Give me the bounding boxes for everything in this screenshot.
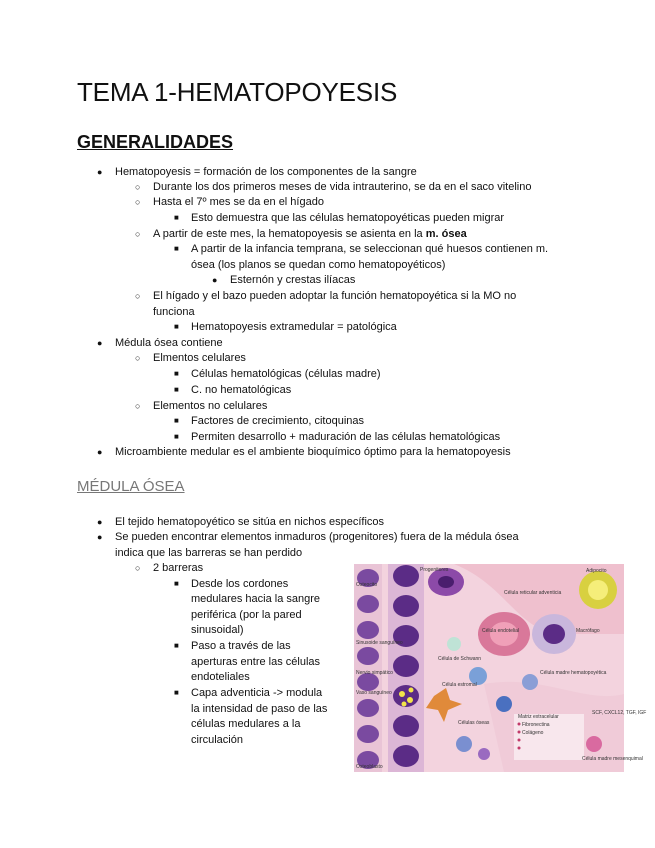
- square-bullet-icon: ■: [174, 579, 179, 588]
- figure-label: Colágeno: [522, 730, 544, 736]
- list-item-continuation: aperturas entre las células: [191, 656, 321, 668]
- list-item-continuation: células medulares a la: [191, 718, 301, 730]
- figure-label: Célula endotelial: [482, 628, 519, 634]
- list-item: Esto demuestra que las células hematopoyéticas pueden migrar: [191, 212, 505, 224]
- figure-label: Matriz extracelular: [518, 714, 559, 720]
- figure-label: Célula de Schwann: [438, 656, 482, 662]
- circle-bullet-icon: ○: [135, 182, 141, 192]
- list-item-text: A partir de este mes, la hematopoyesis se asienta en la: [153, 228, 426, 240]
- list-item: El hígado y el bazo pueden adoptar la función hematopoyética si la MO no: [153, 290, 517, 302]
- list-item: 2 barreras: [153, 562, 204, 574]
- list-item: Desde los cordones: [191, 578, 289, 590]
- square-bullet-icon: ■: [174, 688, 179, 697]
- section-heading-generalidades: GENERALIDADES: [77, 132, 234, 152]
- figure-label: Progenitores: [420, 567, 449, 573]
- section-heading-medula-osea: MÉDULA ÓSEA: [77, 478, 185, 495]
- circle-bullet-icon: ○: [135, 353, 141, 363]
- list-item: [153, 227, 467, 241]
- page-title: TEMA 1-HEMATOPOYESIS: [77, 77, 398, 107]
- figure-label: Osteocito: [356, 582, 378, 588]
- list-item: Durante los dos primeros meses de vida intrauterino, se da en el saco vitelino: [153, 181, 532, 193]
- list-item-continuation: sinusoidal): [191, 624, 244, 636]
- bone-marrow-niche-illustration: [354, 564, 647, 772]
- bullet-icon: ●: [97, 167, 103, 177]
- figure-label: Vaso sanguíneo: [356, 690, 392, 696]
- list-item-continuation: periférica (por la pared: [191, 609, 302, 621]
- figure-label: Fibronectina: [522, 722, 550, 728]
- list-item: C. no hematológicas: [191, 384, 292, 396]
- figure-label: Macrófago: [576, 628, 600, 634]
- figure-label: Célula estromal: [442, 682, 477, 688]
- list-item: Hematopoyesis extramedular = patológica: [191, 321, 397, 333]
- circle-bullet-icon: ○: [135, 563, 141, 573]
- list-item-continuation: indica que las barreras se han perdido: [115, 547, 303, 559]
- square-bullet-icon: ■: [174, 432, 179, 441]
- list-item: Hematopoyesis = formación de los componentes de la sangre: [115, 166, 417, 178]
- list-item-continuation: funciona: [153, 306, 195, 318]
- square-bullet-icon: ■: [174, 244, 179, 253]
- list-item: A partir de la infancia temprana, se seleccionan qué huesos contienen m.: [191, 243, 549, 255]
- figure-label: Osteoblasto: [356, 764, 383, 770]
- square-bullet-icon: ■: [174, 369, 179, 378]
- figure-label: Adipocito: [586, 568, 607, 574]
- figure-label: Célula madre hematopoyética: [540, 670, 607, 676]
- list-item: Esternón y crestas ilíacas: [230, 274, 356, 286]
- list-item-continuation: circulación: [191, 734, 243, 746]
- bold-term: m. ósea: [425, 228, 467, 240]
- list-item-continuation: endoteliales: [191, 671, 250, 683]
- list-item: El tejido hematopoyético se sitúa en nichos específicos: [115, 516, 385, 528]
- list-item: Hasta el 7º mes se da en el hígado: [153, 196, 324, 208]
- figure-label: Célula madre mesenquimal: [582, 756, 643, 762]
- circle-bullet-icon: ○: [135, 401, 141, 411]
- bullet-icon: ●: [97, 532, 103, 542]
- figure-label: Sinusoide sanguíneo: [356, 640, 403, 646]
- list-item: Células hematológicas (células madre): [191, 368, 381, 380]
- square-bullet-icon: ■: [174, 416, 179, 425]
- figure-label: Célula reticular adventicia: [504, 590, 562, 596]
- list-item: Elementos no celulares: [153, 400, 268, 412]
- square-bullet-icon: ■: [174, 322, 179, 331]
- square-bullet-icon: ■: [174, 213, 179, 222]
- list-item: Factores de crecimiento, citoquinas: [191, 415, 365, 427]
- bone-marrow-niche-image: [354, 564, 647, 772]
- figure-label: Células óseas: [458, 720, 490, 726]
- list-item-continuation: medulares hacia la sangre: [191, 593, 321, 605]
- bullet-icon: ●: [212, 275, 218, 285]
- square-bullet-icon: ■: [174, 385, 179, 394]
- bullet-icon: ●: [97, 447, 103, 457]
- list-item: Paso a través de las: [191, 640, 291, 652]
- list-item: Elmentos celulares: [153, 352, 246, 364]
- list-item: Médula ósea contiene: [115, 337, 223, 349]
- bullet-icon: ●: [97, 338, 103, 348]
- list-item-continuation: ósea (los planos se quedan como hematopoyéticos): [191, 259, 446, 271]
- circle-bullet-icon: ○: [135, 291, 141, 301]
- circle-bullet-icon: ○: [135, 229, 141, 239]
- list-item: Microambiente medular es el ambiente bioquímico óptimo para la hematopoyesis: [115, 446, 511, 458]
- list-item-continuation: la intensidad de paso de las: [191, 703, 328, 715]
- figure-label: SCF, CXCL12, TGF, IGF: [592, 710, 647, 716]
- square-bullet-icon: ■: [174, 641, 179, 650]
- figure-label: Nervio simpático: [356, 670, 393, 676]
- circle-bullet-icon: ○: [135, 197, 141, 207]
- list-item: Capa adventicia -> modula: [191, 687, 323, 699]
- list-item: Permiten desarrollo + maduración de las células hematológicas: [191, 431, 501, 443]
- bullet-icon: ●: [97, 517, 103, 527]
- list-item: Se pueden encontrar elementos inmaduros (progenitores) fuera de la médula ósea: [115, 531, 519, 543]
